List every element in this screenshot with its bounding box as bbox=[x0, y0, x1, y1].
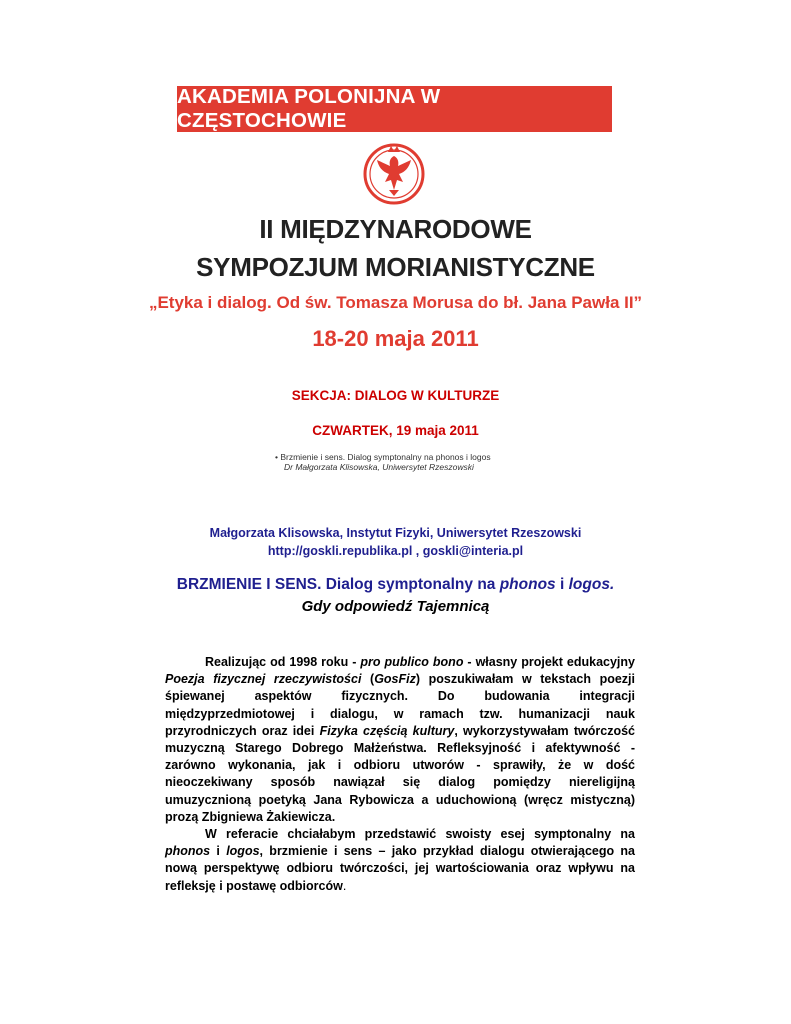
section-heading: SEKCJA: DIALOG W KULTURZE bbox=[291, 388, 500, 403]
program-entry bbox=[275, 452, 491, 472]
symposium-title-line1: II MIĘDZYNARODOWE bbox=[259, 214, 532, 244]
author-affiliation: Małgorzata Klisowska, Instytut Fizyki, Uniwersytet Rzeszowski bbox=[209, 526, 582, 540]
author-block bbox=[0, 524, 791, 560]
white-eagle-emblem-icon bbox=[363, 140, 425, 206]
header-banner bbox=[177, 86, 612, 132]
symposium-motto: „Etyka i dialog. Od św. Tomasza Morusa do bł. Jana Pawła II” bbox=[148, 293, 643, 312]
symposium-dates: 18-20 maja 2011 bbox=[312, 326, 479, 351]
paper-title: BRZMIENIE I SENS. Dialog symptonalny na phonos i logos. bbox=[176, 576, 615, 593]
author-contact[interactable]: http://goskli.republika.pl , goskli@interia.pl bbox=[267, 544, 524, 558]
symposium-title-line2: SYMPOZJUM MORIANISTYCZNE bbox=[196, 252, 595, 282]
abstract-paragraph-2: W referacie chciałabym przedstawić swoisty esej symptonalny na phonos i logos, brzmienie i sens – jako przykład dialogu otwierającego na nową perspektywę odbioru twórczości, jej wartościowania oraz wpływu na refleksję i postawę odbiorców. bbox=[165, 827, 635, 893]
program-entry-author: Dr Małgorzata Klisowska, Uniwersytet Rzeszowski bbox=[284, 462, 474, 472]
paper-subtitle: Gdy odpowiedź Tajemnicą bbox=[301, 598, 490, 615]
banner-title: AKADEMIA POLONIJNA W CZĘSTOCHOWIE bbox=[177, 85, 441, 132]
abstract bbox=[165, 654, 635, 895]
abstract-paragraph-1: Realizując od 1998 roku - pro publico bono - własny projekt edukacyjny Poezja fizycznej rzeczywistości (GosFiz) poszukiwałam w tekstach poezji śpiewanej aspektów fizycznych. Do budowania integracji międzyprzedmiotowej i dialogu, w ramach tzw. humanizacji nauk przyrodniczych oraz idei Fizyka częścią kultury, wykorzystywałam twórczość muzyczną Starego Dobrego Małżeństwa. Refleksyjność i afektywność - zarówno wykonania, jak i odbioru utworów - sprawiły, że w dość nieoczekiwany sposób nawiązał się dialog pomiędzy niereligijną umuzycznioną poetyką Jana Rybowicza a uduchowioną (wręcz mistyczną) prozą Zbigniewa Żakiewicza. bbox=[165, 655, 635, 824]
program-entry-title: • Brzmienie i sens. Dialog symptonalny na phonos i logos bbox=[275, 452, 491, 462]
day-heading: CZWARTEK, 19 maja 2011 bbox=[312, 423, 479, 438]
